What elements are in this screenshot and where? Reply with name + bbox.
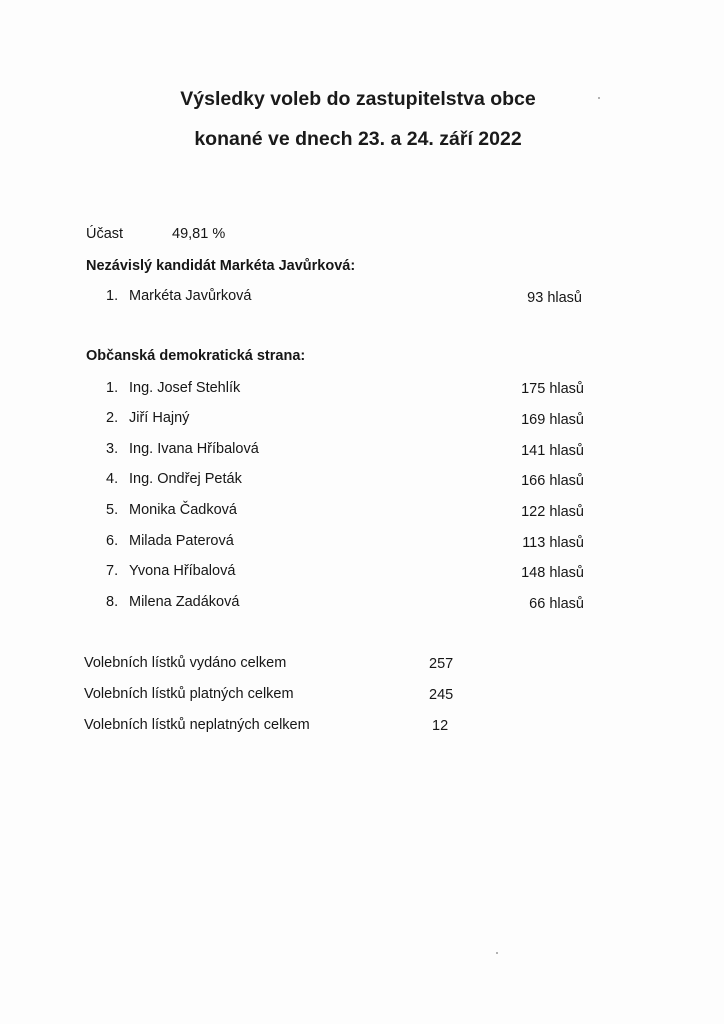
group-heading: Občanská demokratická strana: — [86, 348, 306, 364]
candidate-name: Ing. Ondřej Peták — [129, 471, 242, 487]
candidate-name: Milena Zadáková — [129, 594, 240, 610]
candidate-name: Ing. Ivana Hříbalová — [129, 441, 259, 457]
candidate-number: 4. — [106, 471, 119, 487]
ballots-valid-value: 245 — [429, 687, 454, 703]
candidate-number: 2. — [106, 410, 119, 426]
turnout-label: Účast — [86, 226, 124, 242]
scan-speck — [598, 97, 600, 99]
candidate-votes: 169 hlasů — [521, 412, 584, 428]
candidate-name: Yvona Hříbalová — [129, 563, 236, 579]
candidate-votes: 175 hlasů — [521, 381, 584, 397]
ballots-issued-label: Volebních lístků vydáno celkem — [84, 655, 287, 671]
candidate-votes: 148 hlasů — [521, 565, 584, 581]
ballots-issued-value: 257 — [429, 656, 454, 672]
candidate-name: Markéta Javůrková — [129, 288, 252, 304]
ballots-invalid-label: Volebních lístků neplatných celkem — [84, 717, 310, 733]
candidate-name: Monika Čadková — [129, 502, 237, 518]
candidate-number: 3. — [106, 441, 119, 457]
document-title-line-1: Výsledky voleb do zastupitelstva obce — [180, 88, 536, 110]
candidate-number: 1. — [106, 380, 119, 396]
candidate-votes: 66 hlasů — [529, 596, 584, 612]
ballots-valid-label: Volebních lístků platných celkem — [84, 686, 294, 702]
candidate-votes: 141 hlasů — [521, 443, 584, 459]
candidate-number: 7. — [106, 563, 119, 579]
candidate-votes: 122 hlasů — [521, 504, 584, 520]
scan-speck — [496, 952, 498, 954]
candidate-votes: 93 hlasů — [527, 290, 582, 306]
candidate-number: 5. — [106, 502, 119, 518]
candidate-number: 1. — [106, 288, 119, 304]
ballots-invalid-value: 12 — [432, 718, 449, 734]
turnout-value: 49,81 % — [172, 226, 226, 242]
document-title-line-2: konané ve dnech 23. a 24. září 2022 — [194, 128, 522, 150]
candidate-number: 6. — [106, 533, 119, 549]
candidate-name: Milada Paterová — [129, 533, 234, 549]
group-heading: Nezávislý kandidát Markéta Javůrková: — [86, 258, 356, 274]
candidate-name: Jiří Hajný — [129, 410, 190, 426]
candidate-votes: 166 hlasů — [521, 473, 584, 489]
candidate-votes: 113 hlasů — [522, 535, 584, 551]
candidate-name: Ing. Josef Stehlík — [129, 380, 241, 396]
candidate-number: 8. — [106, 594, 119, 610]
